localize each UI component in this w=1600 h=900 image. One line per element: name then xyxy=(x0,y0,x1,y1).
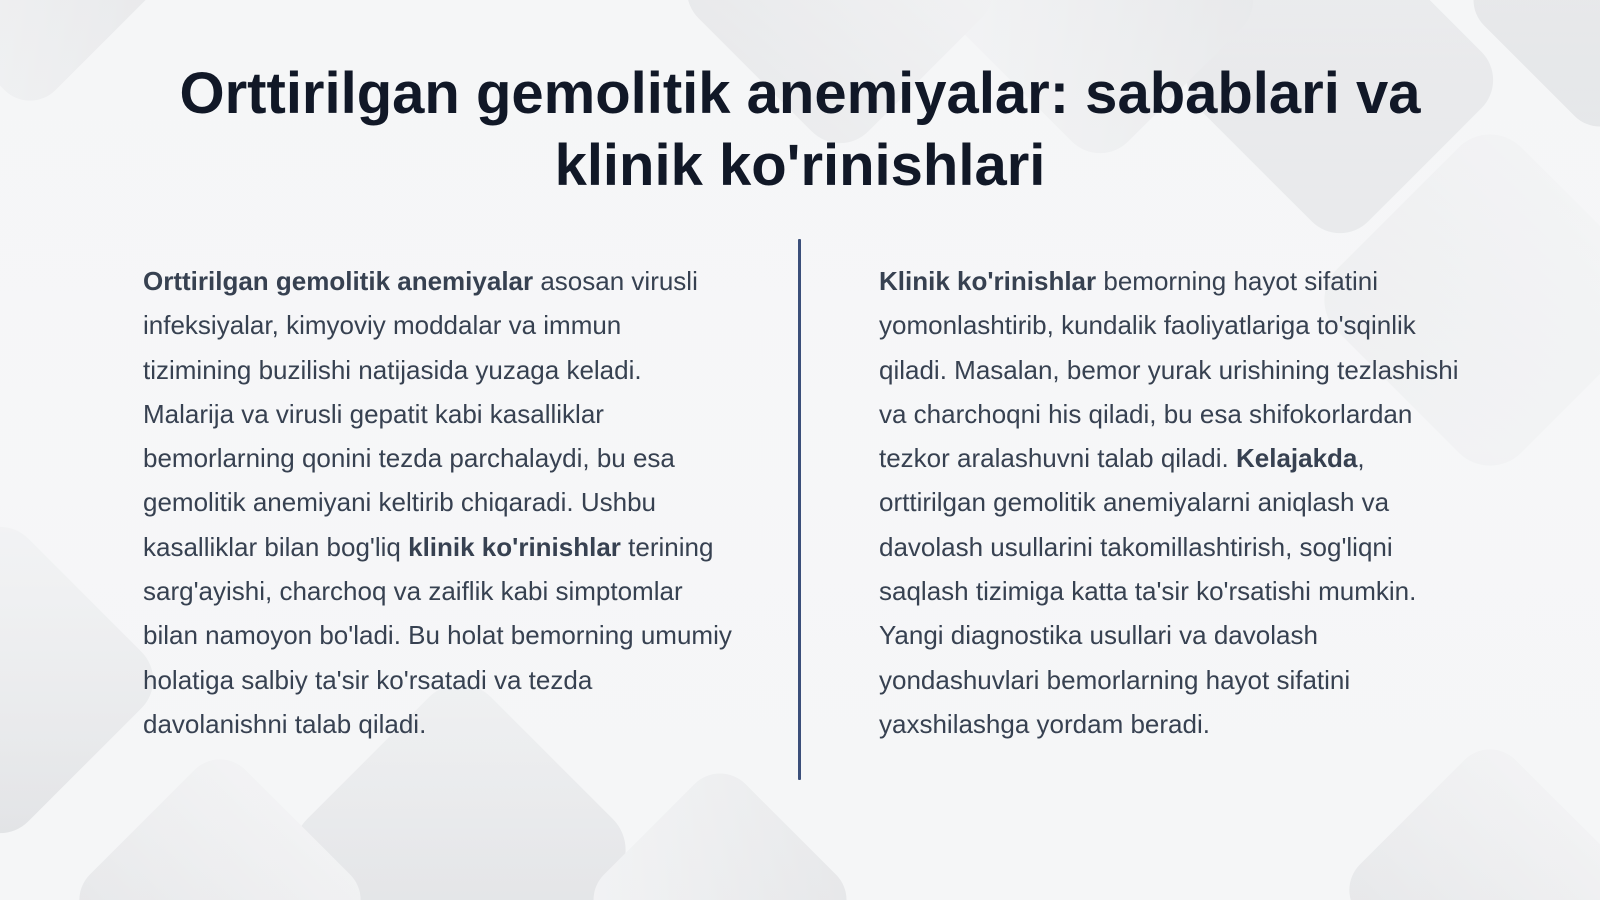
right-text-1: bemorning hayot sifatini yomonlashtirib, kundalik faoliyatlariga to'sqinlik qiladi. Masalan, bemor yurak urishining tezlashishi va charchoqni his qiladi, bu esa shifokorlardan tezkor aralashuvni talab qiladi. xyxy=(879,266,1459,474)
left-bold-term-1: Orttirilgan gemolitik anemiyalar xyxy=(143,266,534,296)
right-bold-term-2: Kelajakda xyxy=(1235,443,1358,474)
right-text-2: , orttirilgan gemolitik anemiyalarni aniqlash va davolash usullarini takomillashtirish, sog'liqni saqlash tizimiga katta ta'sir ko'rsatishi mumkin. Yangi diagnostika usullari va davolash yondashuvlari bemorlarning hayot sifatini yaxshilashga yordam beradi. xyxy=(879,443,1417,739)
left-text-1: asosan virusli infeksiyalar, kimyoviy moddalar va immun tizimining buzilishi natijasida yuzaga keladi. Malarija va virusli gepatit kabi kasalliklar bemorlarning qonini tezda parchalaydi, bu esa gemolitik anemiyani keltirib chiqaradi. Ushbu kasalliklar bilan bog'liq xyxy=(143,266,698,562)
left-bold-term-2: klinik ko'rinishlar xyxy=(408,531,621,562)
column-divider xyxy=(798,239,801,780)
right-paragraph xyxy=(879,259,1464,746)
left-paragraph xyxy=(143,259,733,746)
slide-title: Orttirilgan gemolitik anemiyalar: sabablari va klinik ko'rinishlari xyxy=(179,61,1421,198)
left-text-2: terining sarg'ayishi, charchoq va zaiflik kabi simptomlar bilan namoyon bo'ladi. Bu holat bemorning umumiy holatiga salbiy ta'sir ko'rsatadi va tezda davolanishni talab qiladi. xyxy=(143,531,732,739)
right-bold-term-1: Klinik ko'rinishlar xyxy=(879,266,1097,296)
